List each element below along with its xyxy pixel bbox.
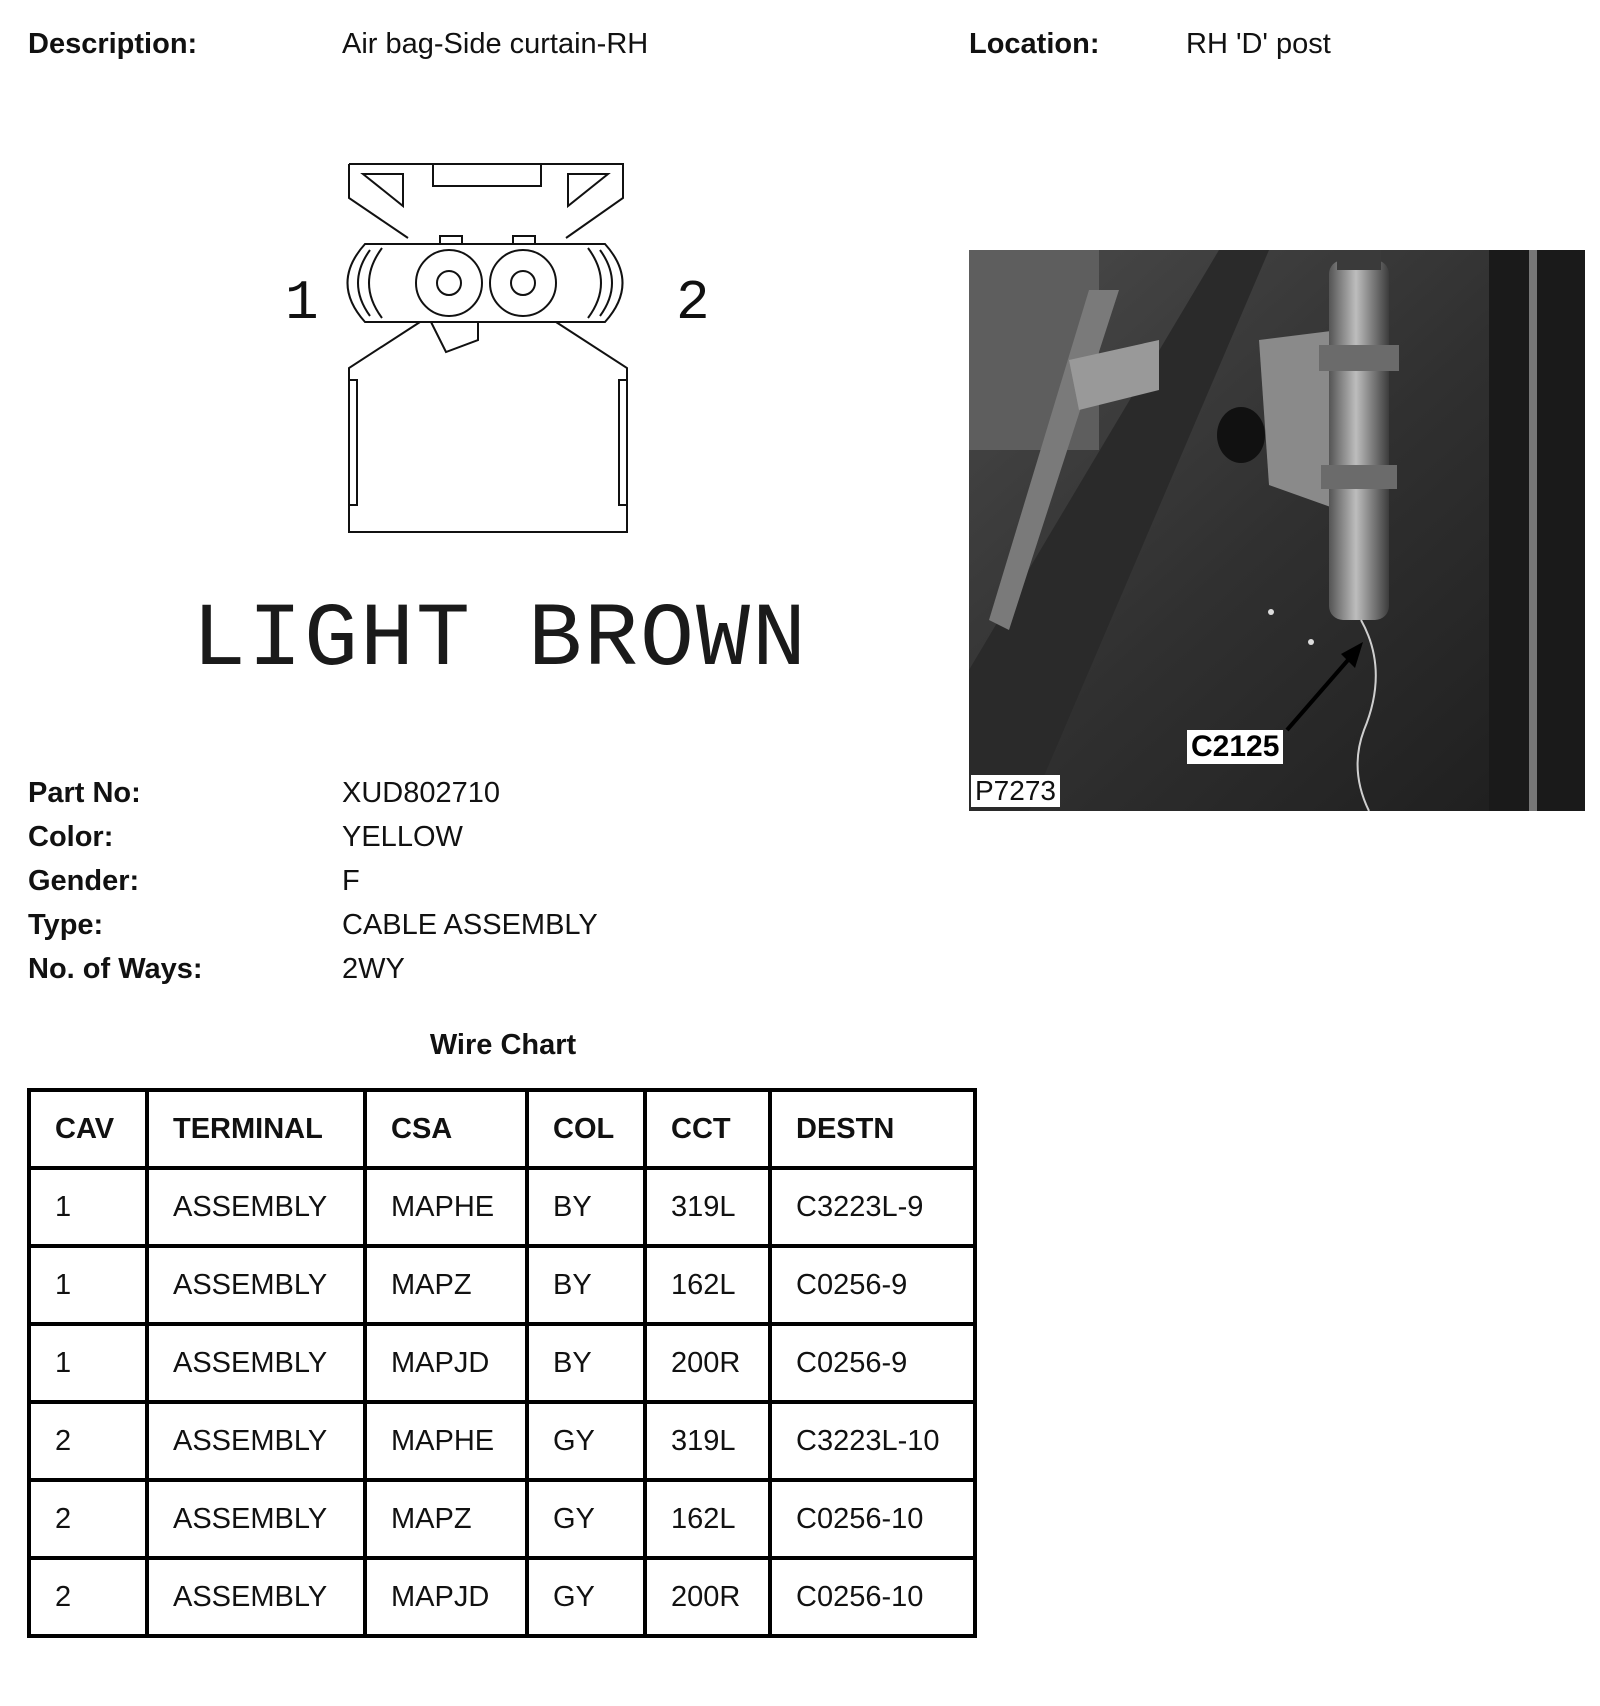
cell-cct: 162L [645, 1480, 770, 1558]
column-header-terminal: TERMINAL [147, 1090, 365, 1168]
cell-csa: MAPJD [365, 1558, 527, 1636]
cell-cct: 200R [645, 1324, 770, 1402]
info-value: YELLOW [342, 821, 463, 853]
cell-cct: 319L [645, 1168, 770, 1246]
location-value: RH 'D' post [1186, 28, 1331, 60]
connector-location-photo [969, 250, 1585, 811]
cell-destn: C0256-10 [770, 1480, 975, 1558]
cell-csa: MAPHE [365, 1168, 527, 1246]
pin-2-label: 2 [676, 271, 710, 335]
location-label: Location: [969, 28, 1100, 60]
cell-cav: 1 [29, 1324, 147, 1402]
cell-col: GY [527, 1402, 645, 1480]
cell-cct: 162L [645, 1246, 770, 1324]
info-value: F [342, 865, 360, 897]
cell-destn: C0256-9 [770, 1246, 975, 1324]
cell-cav: 1 [29, 1168, 147, 1246]
cell-destn: C3223L-9 [770, 1168, 975, 1246]
wire-chart-title: Wire Chart [429, 1029, 577, 1061]
table-row [29, 1168, 975, 1246]
cell-destn: C3223L-10 [770, 1402, 975, 1480]
cell-col: BY [527, 1168, 645, 1246]
cell-csa: MAPJD [365, 1324, 527, 1402]
table-row [29, 1402, 975, 1480]
cell-terminal: ASSEMBLY [147, 1402, 365, 1480]
description-label: Description: [28, 28, 198, 60]
cell-cav: 2 [29, 1402, 147, 1480]
cell-col: BY [527, 1246, 645, 1324]
info-value: 2WY [342, 953, 405, 985]
info-value: CABLE ASSEMBLY [342, 909, 598, 941]
cell-csa: MAPZ [365, 1246, 527, 1324]
photo-illustration [969, 250, 1585, 811]
cell-cct: 319L [645, 1402, 770, 1480]
table-row [29, 1324, 975, 1402]
cell-csa: MAPHE [365, 1402, 527, 1480]
cell-terminal: ASSEMBLY [147, 1324, 365, 1402]
photo-code-label: P7273 [971, 775, 1060, 807]
cell-col: BY [527, 1324, 645, 1402]
cell-destn: C0256-10 [770, 1558, 975, 1636]
wire-chart-table [27, 1088, 977, 1638]
cell-destn: C0256-9 [770, 1324, 975, 1402]
cell-csa: MAPZ [365, 1480, 527, 1558]
cell-cct: 200R [645, 1558, 770, 1636]
cell-terminal: ASSEMBLY [147, 1558, 365, 1636]
column-header-cav: CAV [29, 1090, 147, 1168]
cell-col: GY [527, 1558, 645, 1636]
cell-terminal: ASSEMBLY [147, 1168, 365, 1246]
pin-1-label: 1 [285, 271, 319, 335]
table-header-row [29, 1090, 975, 1168]
table-row [29, 1558, 975, 1636]
connector-face-diagram [230, 140, 750, 540]
cell-terminal: ASSEMBLY [147, 1480, 365, 1558]
cell-cav: 1 [29, 1246, 147, 1324]
cell-cav: 2 [29, 1480, 147, 1558]
info-label: Color: [28, 821, 114, 853]
column-header-destn: DESTN [770, 1090, 975, 1168]
cell-col: GY [527, 1480, 645, 1558]
cell-cav: 2 [29, 1558, 147, 1636]
photo-callout-label: C2125 [1187, 730, 1283, 764]
cell-terminal: ASSEMBLY [147, 1246, 365, 1324]
table-row [29, 1480, 975, 1558]
column-header-csa: CSA [365, 1090, 527, 1168]
connector-color-caption: LIGHT BROWN [191, 590, 809, 692]
description-value: Air bag-Side curtain-RH [342, 28, 649, 60]
info-value: XUD802710 [342, 777, 500, 809]
info-label: Gender: [28, 865, 140, 897]
info-label: Type: [28, 909, 104, 941]
info-label: No. of Ways: [28, 953, 203, 985]
info-label: Part No: [28, 777, 141, 809]
column-header-col: COL [527, 1090, 645, 1168]
column-header-cct: CCT [645, 1090, 770, 1168]
table-row [29, 1246, 975, 1324]
